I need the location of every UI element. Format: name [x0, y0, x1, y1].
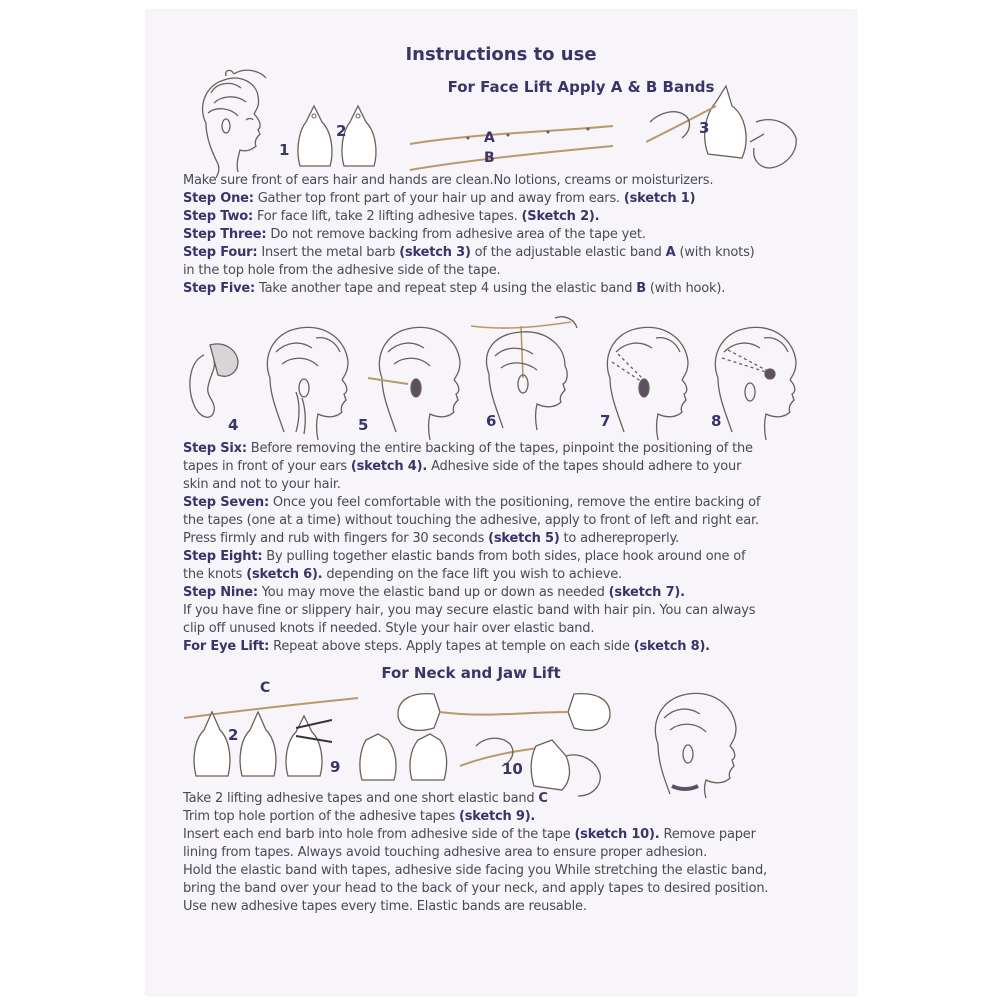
step-six-cont — [183, 458, 823, 476]
step-two-text: For face lift, take 2 lifting adhesive tapes. — [256, 209, 522, 224]
step-one-text: Gather top front part of your hair up and away from ears. — [257, 191, 624, 206]
page-title: Instructions to use — [405, 44, 597, 65]
sketch-4-number: 4 — [228, 416, 239, 434]
fine-hair-line2: clip off unused knots if needed. Style your hair over elastic band. — [183, 621, 595, 636]
step-nine — [183, 584, 823, 602]
step-four-ref: (sketch 3) — [399, 245, 471, 260]
sketch-5-number: 5 — [358, 416, 369, 434]
step-eight — [183, 548, 823, 566]
neck-line2-ref: (sketch 9). — [458, 809, 536, 824]
neck-line3-tail: Remove paper — [659, 827, 756, 842]
step-six-line1: Before removing the entire backing of the tapes, pinpoint the positioning of the — [250, 441, 753, 456]
application-instructions — [183, 440, 823, 656]
step-two — [183, 208, 823, 226]
step-nine-ref: (sketch 7). — [608, 585, 685, 600]
sketch-7-head — [596, 322, 696, 442]
step-eight-label: Step Eight: — [183, 549, 263, 564]
step-three — [183, 226, 823, 244]
step-one-label: Step One: — [183, 191, 254, 206]
step-nine-line1: You may move the elastic band up or down as needed — [261, 585, 609, 600]
band-a-label: A — [484, 130, 495, 146]
neck-line3-ref: (sketch 10). — [574, 827, 660, 842]
step-four-cont: in the top hole from the adhesive side of the tape. — [183, 263, 501, 278]
step-five-text: Take another tape and repeat step 4 using the elastic band — [259, 281, 637, 296]
step-five-text-2: (with hook). — [645, 281, 726, 296]
neck-line3 — [183, 826, 823, 844]
step-two-label: Step Two: — [183, 209, 254, 224]
step-one-ref: (sketch 1) — [623, 191, 696, 206]
neck-lift-head — [644, 690, 754, 800]
neck-lift-instructions — [183, 790, 823, 916]
neck-line4: lining from tapes. Always avoid touching adhesive area to ensure proper adhesion. — [183, 845, 708, 860]
step-eight-ref: (sketch 6). — [246, 567, 323, 582]
sketch-3-number: 3 — [699, 119, 710, 137]
step-six-line2c: Adhesive side of the tapes should adhere to your — [427, 459, 742, 474]
step-five — [183, 280, 823, 298]
sketch-9-number: 9 — [330, 758, 341, 776]
step-one — [183, 190, 823, 208]
step-three-text: Do not remove backing from adhesive area of the tape yet. — [270, 227, 646, 242]
sketch-6-number: 6 — [486, 412, 497, 430]
band-b-label: B — [484, 150, 495, 166]
step-four-band: A — [665, 245, 676, 260]
neck-line5: Hold the elastic band with tapes, adhesive side facing you While stretching the elastic band, — [183, 863, 767, 878]
step-seven-line3: Press firmly and rub with fingers for 30 seconds — [183, 531, 489, 546]
band-c-label: C — [260, 680, 271, 696]
neck-line2 — [183, 808, 823, 826]
neck-jaw-heading: For Neck and Jaw Lift — [381, 664, 561, 682]
step-seven-ref: (sketch 5) — [488, 531, 560, 546]
step-six — [183, 440, 823, 458]
step-four-text-2: of the adjustable elastic band — [470, 245, 666, 260]
step-five-label: Step Five: — [183, 281, 256, 296]
step-seven-line2: the tapes (one at a time) without touching the adhesive, apply to front of left and right ear. — [183, 513, 759, 528]
step-six-label: Step Six: — [183, 441, 247, 456]
eye-lift — [183, 638, 823, 656]
step-six-line3: skin and not to your hair. — [183, 477, 341, 492]
step-four — [183, 244, 823, 262]
sketch-7-number: 7 — [600, 412, 611, 430]
neck-line1-band: C — [538, 791, 548, 806]
step-seven-line1: Once you feel comfortable with the positioning, remove the entire backing of — [272, 495, 761, 510]
sketch-5-head — [256, 322, 356, 442]
step-six-line2: tapes in front of your ears — [183, 459, 351, 474]
step-seven — [183, 494, 823, 512]
neck-sketch-2-tapes — [192, 710, 332, 780]
sketch-8-number: 8 — [711, 412, 722, 430]
instruction-sheet — [146, 10, 856, 995]
eye-lift-text: Repeat above steps. Apply tapes at temple on each side — [269, 639, 634, 654]
neck-line1 — [183, 790, 823, 808]
step-four-text: Insert the metal barb — [261, 245, 400, 260]
step-four-label: Step Four: — [183, 245, 258, 260]
sketch-3-illustration — [646, 82, 806, 182]
neck-line1-text: Take 2 lifting adhesive tapes and one short elastic band — [183, 791, 539, 806]
neck-line3-text: Insert each end barb into hole from adhesive side of the tape — [183, 827, 575, 842]
sketch-10-number: 10 — [502, 760, 523, 778]
step-seven-cont — [183, 530, 823, 548]
fine-hair-line1: If you have fine or slippery hair, you may secure elastic band with hair pin. You can always — [183, 603, 756, 618]
neck-line2-text: Trim top hole portion of the adhesive tapes — [183, 809, 459, 824]
sketch-1-number: 1 — [279, 141, 290, 159]
sketch-1-illustration — [186, 68, 281, 178]
step-eight-line1: By pulling together elastic bands from both sides, place hook around one of — [266, 549, 746, 564]
step-three-label: Step Three: — [183, 227, 267, 242]
step-two-ref: (Sketch 2). — [521, 209, 600, 224]
bands-a-b-illustration — [408, 122, 618, 172]
neck-sketch-2-number: 2 — [228, 726, 239, 744]
step-four-text-3: (with knots) — [675, 245, 755, 260]
sketch-2-number: 2 — [336, 122, 347, 140]
eye-lift-ref: (sketch 8). — [633, 639, 710, 654]
step-five-band: B — [636, 281, 646, 296]
step-nine-label: Step Nine: — [183, 585, 258, 600]
intro-text: Make sure front of ears hair and hands are clean.No lotions, creams or moisturizers. — [183, 173, 714, 188]
step-six-ref: (sketch 4). — [350, 459, 428, 474]
eye-lift-label: For Eye Lift: — [183, 639, 270, 654]
step-seven-line3c: to adhereproperly. — [559, 531, 680, 546]
step-eight-line2: the knots — [183, 567, 247, 582]
step-eight-line2c: depending on the face lift you wish to achieve. — [322, 567, 622, 582]
step-eight-cont — [183, 566, 823, 584]
face-lift-heading: For Face Lift Apply A & B Bands — [447, 78, 715, 96]
neck-line7: Use new adhesive tapes every time. Elastic bands are reusable. — [183, 899, 587, 914]
neck-line6: bring the band over your head to the back of your neck, and apply tapes to desired position. — [183, 881, 769, 896]
step-seven-label: Step Seven: — [183, 495, 269, 510]
face-lift-instructions — [183, 172, 823, 298]
sketch-6-head — [368, 322, 468, 442]
